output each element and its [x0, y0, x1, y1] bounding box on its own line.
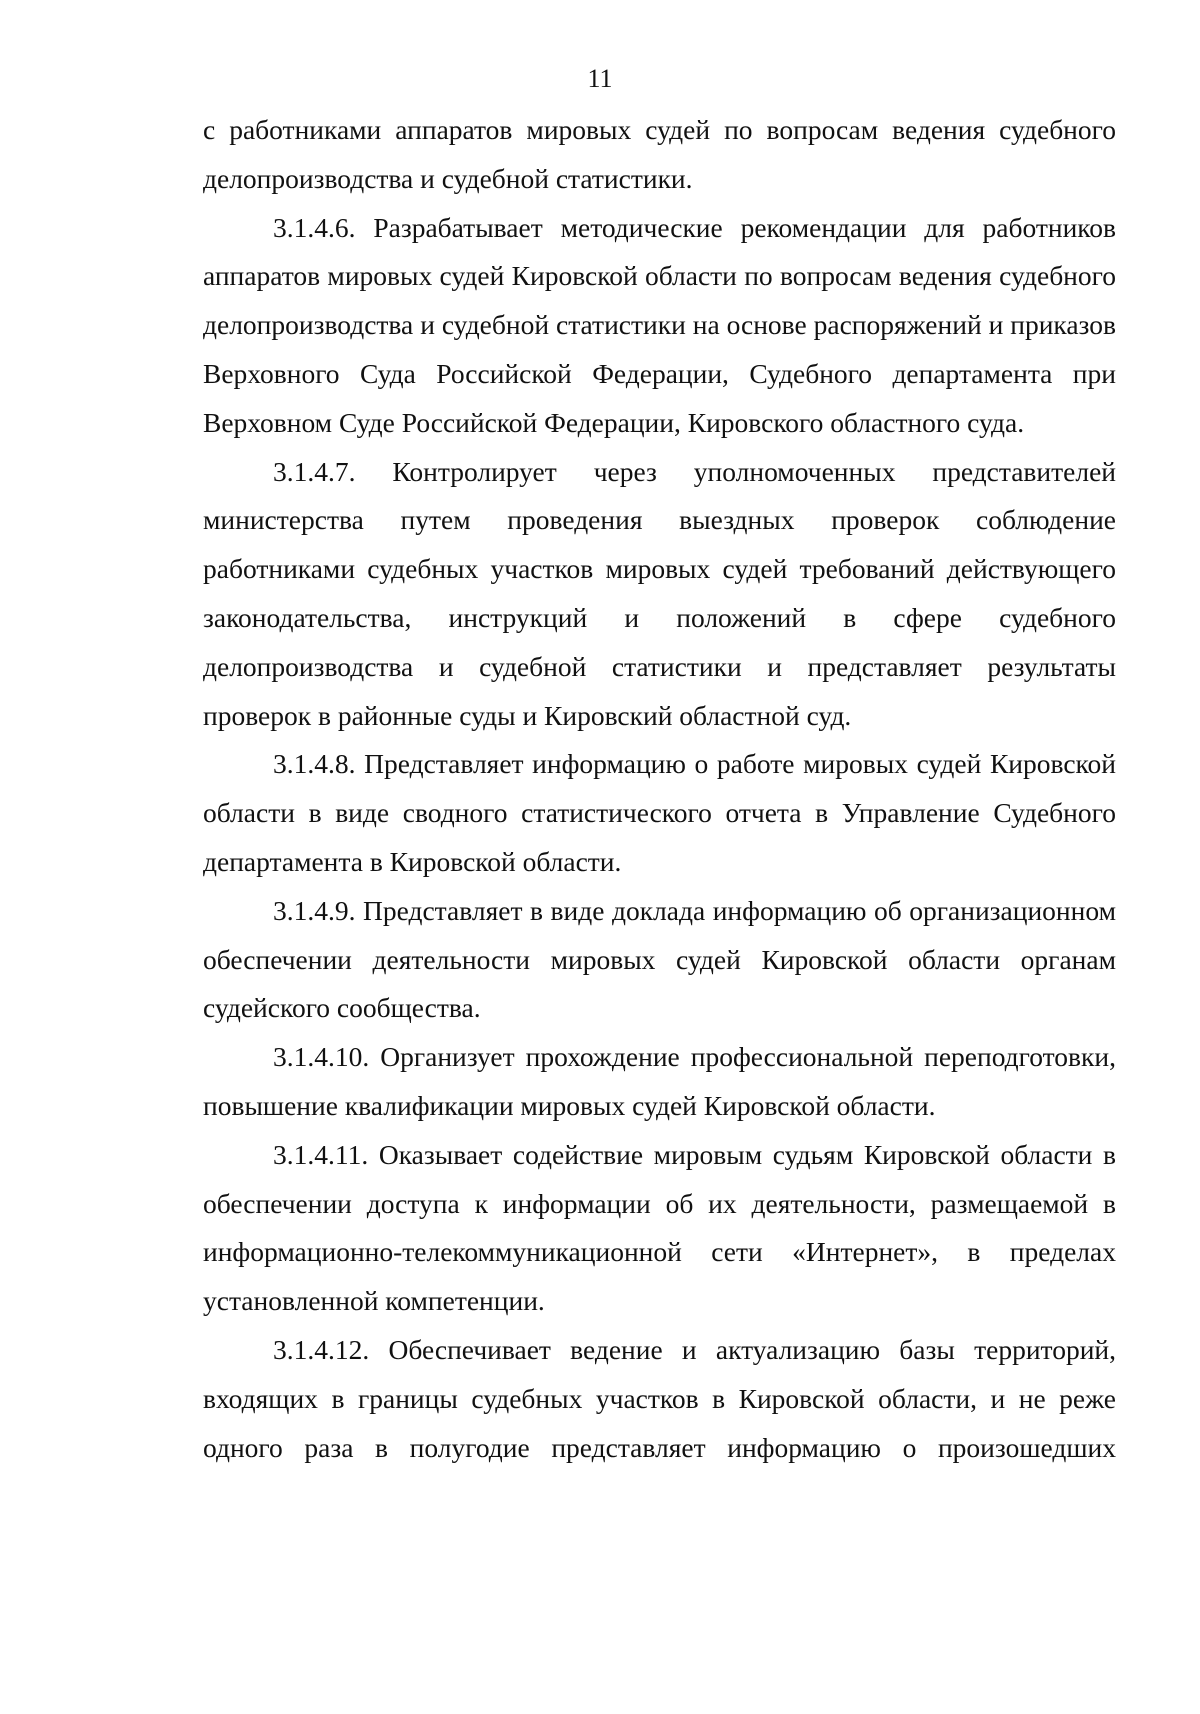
- document-body: [203, 106, 1116, 1472]
- paragraph-3-1-4-8: 3.1.4.8. Представляет информацию о работе мировых судей Кировской области в виде сводного статистического отчета в Управление Судебного департамента в Кировской области.: [203, 748, 1116, 877]
- paragraph-3-1-4-7: 3.1.4.7. Контролирует через уполномоченных представителей министерства путем проведения выездных проверок соблюдение работниками судебных участков мировых судей требований действующего законодательства, инструкций и положений в сфере судебного делопроизводства и судебной статистики и представляет результаты проверок в районные суды и Кировский областной суд.: [203, 455, 1116, 731]
- paragraph-continuation: с работниками аппаратов мировых судей по вопросам ведения судебного делопроизводства и судебной статистики.: [203, 114, 1116, 194]
- paragraph-3-1-4-12: 3.1.4.12. Обеспечивает ведение и актуализацию базы территорий, входящих в границы судебных участков в Кировской области, и не реже одного раза в полугодие представляет информацию о произошедших: [203, 1333, 1116, 1463]
- paragraph-3-1-4-11: 3.1.4.11. Оказывает содействие мировым судьям Кировской области в обеспечении доступа к информации об их деятельности, размещаемой в информационно-телекоммуникационной сети «Интернет», в пределах установленной компетенции.: [203, 1138, 1116, 1317]
- paragraph-3-1-4-10: 3.1.4.10. Организует прохождение профессиональной переподготовки, повышение квалификации мировых судей Кировской области.: [203, 1041, 1116, 1121]
- paragraph-3-1-4-9: 3.1.4.9. Представляет в виде доклада информацию об организационном обеспечении деятельности мировых судей Кировской области органам судейского сообщества.: [203, 894, 1116, 1024]
- paragraph-3-1-4-6: 3.1.4.6. Разрабатывает методические рекомендации для работников аппаратов мировых судей Кировской области по вопросам ведения судебного делопроизводства и судебной статистики на основе распоряжений и приказов Верховного Суда Российской Федерации, Судебного департамента при Верховном Суде Российской Федерации, Кировского областного суда.: [203, 211, 1116, 438]
- page-number: 11: [587, 64, 613, 93]
